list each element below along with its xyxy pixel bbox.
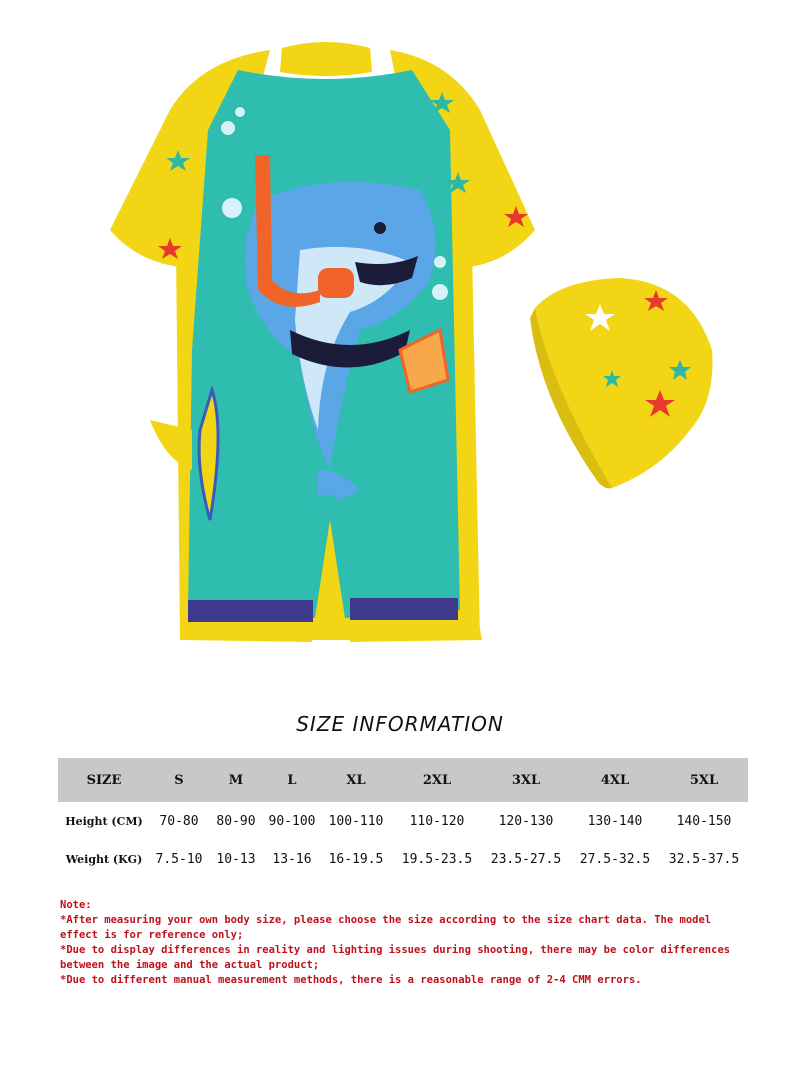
size-header-cell: M [208,758,264,802]
bubble [432,284,448,300]
table-cell: 7.5-10 [155,851,203,867]
seabed-pattern [188,600,313,622]
table-cell: 70-80 [159,813,199,829]
size-header-cell: 5XL [660,758,748,802]
bubble [222,198,242,218]
table-cell: 10-13 [216,851,256,867]
bubble [235,107,245,117]
size-header-cell: 3XL [482,758,570,802]
size-header-cell: S [150,758,208,802]
table-cell: 130-140 [587,813,643,829]
table-cell: 120-130 [498,813,554,829]
swimsuit-right-leg [350,618,482,642]
swimsuit-left-leg [180,620,312,642]
table-cell: 16-19.5 [328,851,384,867]
size-information-title: SIZE INFORMATION [296,712,504,736]
size-header-cell: L [264,758,320,802]
size-header-cell: XL [320,758,392,802]
bubble [434,256,446,268]
note-item: *After measuring your own body size, please choose the size according to the size chart data. The model effect is for reference only; [60,914,712,941]
size-chart-table [58,758,748,878]
table-cell: 13-16 [272,851,312,867]
row-label: Weight (KG) [65,852,143,866]
table-cell: 110-120 [409,813,465,829]
size-header-cell: SIZE [58,758,150,802]
table-row [58,802,748,840]
size-header-cell: 4XL [570,758,660,802]
shark-eye [374,222,386,234]
table-cell: 80-90 [216,813,256,829]
notes-section [60,898,750,988]
seabed-pattern [350,598,458,620]
table-cell: 23.5-27.5 [490,851,562,867]
table-cell: 140-150 [676,813,732,829]
table-cell: 90-100 [268,813,316,829]
table-cell: 32.5-37.5 [668,851,740,867]
note-item: *Due to display differences in reality and lighting issues during shooting, there may be color differences between the image and the actual product; [60,944,731,971]
table-row [58,840,748,878]
table-cell: 19.5-23.5 [401,851,473,867]
table-cell: 27.5-32.5 [579,851,651,867]
bubble [221,121,235,135]
swimsuit-collar [280,42,372,76]
notes-heading: Note: [60,899,92,911]
table-cell: 100-110 [328,813,384,829]
note-item: *Due to different manual measurement methods, there is a reasonable range of 2-4 CMM errors. [60,974,642,986]
swim-cap [535,278,713,488]
row-label: Height (CM) [65,814,143,828]
size-header-row [58,758,748,802]
size-header-cell: 2XL [392,758,482,802]
snorkel-mask [318,268,354,298]
